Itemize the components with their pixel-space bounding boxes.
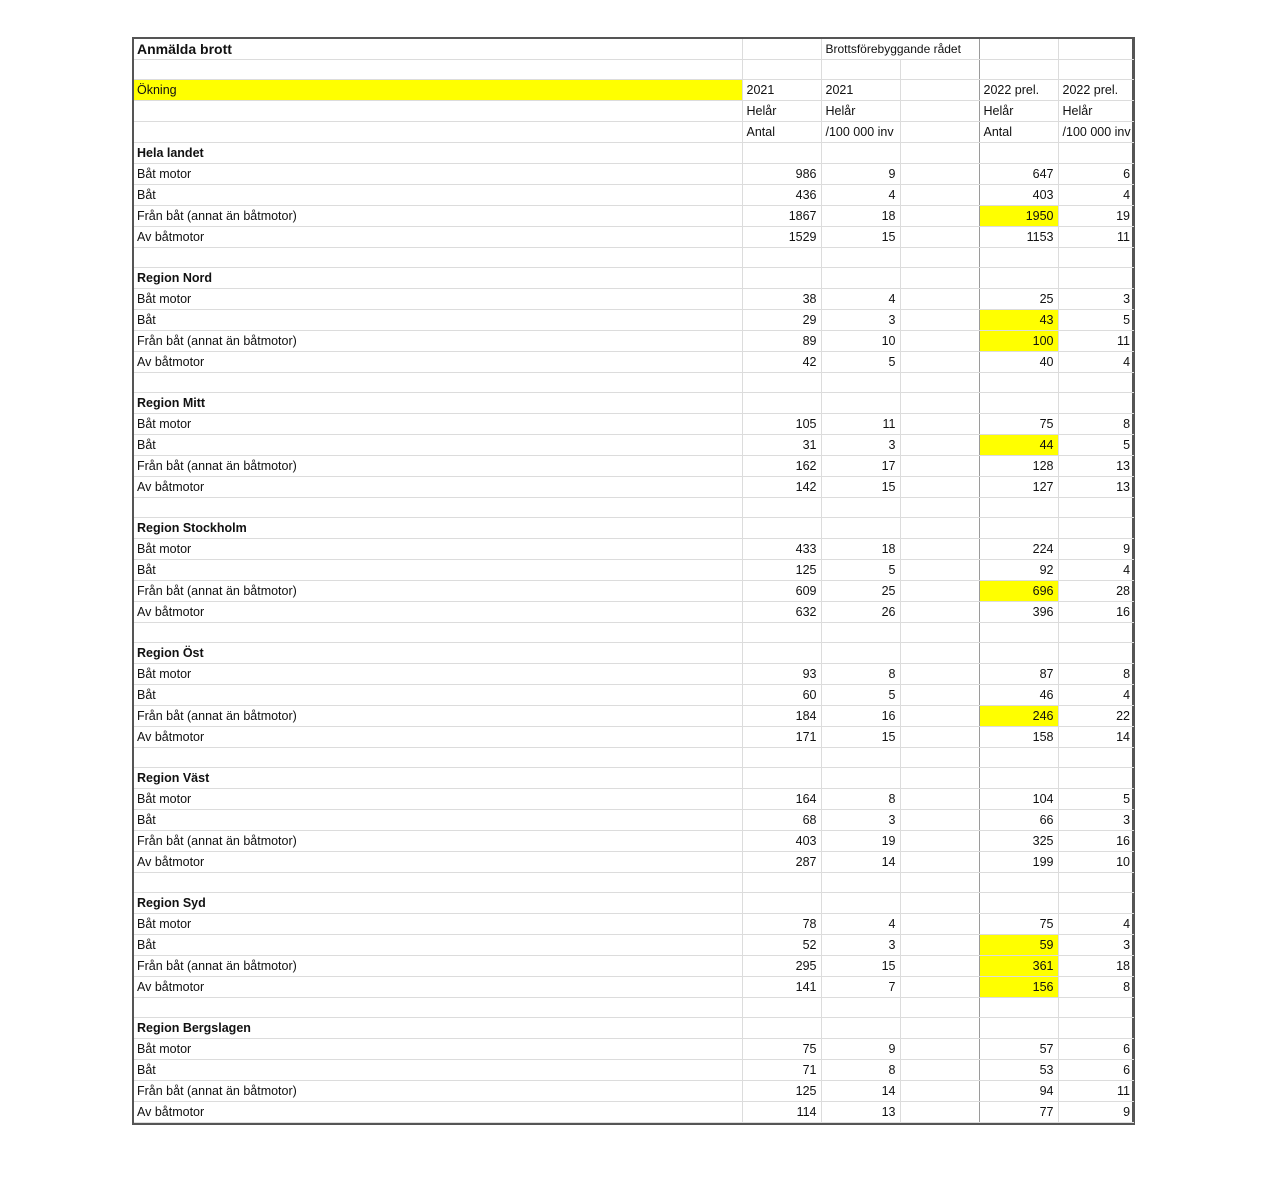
empty-cell[interactable]: [900, 289, 979, 310]
empty-cell[interactable]: [900, 706, 979, 727]
rate-2021[interactable]: 14: [821, 852, 900, 873]
crime-table: [134, 39, 1134, 1123]
sheet-title[interactable]: Anmälda brott: [134, 39, 742, 60]
table-row: [134, 685, 1134, 706]
table-row: [134, 289, 1134, 310]
rate-2022[interactable]: 8: [1058, 977, 1134, 998]
empty-row: [134, 248, 1134, 268]
rate-2022[interactable]: 8: [1058, 664, 1134, 685]
empty-row: [134, 498, 1134, 518]
rate-2022[interactable]: 4: [1058, 914, 1134, 935]
section-header-row: [134, 1018, 1134, 1039]
rate-2022[interactable]: 6: [1058, 1039, 1134, 1060]
rate-2022[interactable]: 13: [1058, 477, 1134, 498]
count-2022[interactable]: 57: [979, 1039, 1058, 1060]
section-title[interactable]: Region Stockholm: [134, 518, 742, 539]
table-row: [134, 352, 1134, 373]
col-period[interactable]: Helår: [821, 101, 900, 122]
table-row: [134, 435, 1134, 456]
rate-2022[interactable]: 4: [1058, 685, 1134, 706]
count-2022[interactable]: 40: [979, 352, 1058, 373]
count-2022[interactable]: 87: [979, 664, 1058, 685]
empty-cell[interactable]: [900, 956, 979, 977]
count-2022[interactable]: 94: [979, 1081, 1058, 1102]
row-label[interactable]: Av båtmotor: [134, 602, 742, 623]
col-unit[interactable]: [900, 122, 979, 143]
row-label[interactable]: Båt motor: [134, 914, 742, 935]
rate-2022[interactable]: 9: [1058, 539, 1134, 560]
empty-cell[interactable]: [900, 664, 979, 685]
row-label[interactable]: Båt: [134, 935, 742, 956]
section-title[interactable]: Region Väst: [134, 768, 742, 789]
empty-row: [134, 373, 1134, 393]
count-2021[interactable]: 38: [742, 289, 821, 310]
count-2022[interactable]: 246: [979, 706, 1058, 727]
empty-cell[interactable]: [900, 977, 979, 998]
count-2022[interactable]: 100: [979, 331, 1058, 352]
spreadsheet: [132, 37, 1135, 1125]
rate-2022[interactable]: 18: [1058, 956, 1134, 977]
row-label[interactable]: Båt: [134, 435, 742, 456]
row-label[interactable]: Från båt (annat än båtmotor): [134, 956, 742, 977]
col-unit[interactable]: Antal: [979, 122, 1058, 143]
row-label[interactable]: Från båt (annat än båtmotor): [134, 581, 742, 602]
rate-2021[interactable]: 10: [821, 331, 900, 352]
count-2021[interactable]: 29: [742, 310, 821, 331]
empty-cell[interactable]: [900, 206, 979, 227]
count-2021[interactable]: 125: [742, 560, 821, 581]
rate-2021[interactable]: 25: [821, 581, 900, 602]
section-header-row: [134, 268, 1134, 289]
count-2021[interactable]: 114: [742, 1102, 821, 1123]
count-2022[interactable]: 104: [979, 789, 1058, 810]
organization-name[interactable]: Brottsförebyggande rådet: [821, 39, 979, 60]
empty-cell[interactable]: [900, 185, 979, 206]
table-row: [134, 664, 1134, 685]
empty-cell[interactable]: [900, 810, 979, 831]
table-row: [134, 914, 1134, 935]
rate-2021[interactable]: 8: [821, 789, 900, 810]
count-2021[interactable]: 609: [742, 581, 821, 602]
section-header-row: [134, 518, 1134, 539]
empty-row: [134, 873, 1134, 893]
table-row: [134, 956, 1134, 977]
section-title[interactable]: Region Öst: [134, 643, 742, 664]
empty-cell[interactable]: [900, 352, 979, 373]
count-2021[interactable]: 105: [742, 414, 821, 435]
count-2022[interactable]: 403: [979, 185, 1058, 206]
count-2022[interactable]: 44: [979, 435, 1058, 456]
section-title[interactable]: Region Syd: [134, 893, 742, 914]
rate-2021[interactable]: 3: [821, 810, 900, 831]
rate-2021[interactable]: 4: [821, 289, 900, 310]
rate-2022[interactable]: 4: [1058, 185, 1134, 206]
section-title[interactable]: Region Nord: [134, 268, 742, 289]
section-header-row: [134, 893, 1134, 914]
section-title[interactable]: Hela landet: [134, 143, 742, 164]
rate-2022[interactable]: 28: [1058, 581, 1134, 602]
table-row: [134, 310, 1134, 331]
rate-2021[interactable]: 13: [821, 1102, 900, 1123]
row-label[interactable]: Båt motor: [134, 664, 742, 685]
header-year-row: [134, 80, 1134, 101]
rate-2022[interactable]: 3: [1058, 810, 1134, 831]
empty-cell[interactable]: [900, 539, 979, 560]
empty-cell[interactable]: [900, 477, 979, 498]
row-label[interactable]: Båt motor: [134, 414, 742, 435]
count-2021[interactable]: 142: [742, 477, 821, 498]
count-2022[interactable]: 696: [979, 581, 1058, 602]
table-row: [134, 727, 1134, 748]
rate-2021[interactable]: 9: [821, 164, 900, 185]
count-2021[interactable]: 632: [742, 602, 821, 623]
count-2021[interactable]: 436: [742, 185, 821, 206]
empty-cell[interactable]: [900, 331, 979, 352]
rate-2021[interactable]: 5: [821, 560, 900, 581]
rate-2022[interactable]: 6: [1058, 1060, 1134, 1081]
rate-2021[interactable]: 4: [821, 185, 900, 206]
count-2022[interactable]: 25: [979, 289, 1058, 310]
count-2022[interactable]: 43: [979, 310, 1058, 331]
empty-cell[interactable]: [900, 1081, 979, 1102]
rate-2021[interactable]: 16: [821, 706, 900, 727]
count-2021[interactable]: 295: [742, 956, 821, 977]
empty-row: [134, 60, 1134, 80]
rate-2022[interactable]: 5: [1058, 310, 1134, 331]
row-label[interactable]: Från båt (annat än båtmotor): [134, 331, 742, 352]
rate-2021[interactable]: 17: [821, 456, 900, 477]
table-row: [134, 477, 1134, 498]
row-label[interactable]: Av båtmotor: [134, 352, 742, 373]
count-2021[interactable]: 1867: [742, 206, 821, 227]
count-2021[interactable]: 162: [742, 456, 821, 477]
table-row: [134, 810, 1134, 831]
table-row: [134, 852, 1134, 873]
count-2021[interactable]: 403: [742, 831, 821, 852]
count-2022[interactable]: 325: [979, 831, 1058, 852]
table-row: [134, 331, 1134, 352]
rate-2021[interactable]: 8: [821, 1060, 900, 1081]
count-2021[interactable]: 986: [742, 164, 821, 185]
count-2021[interactable]: 78: [742, 914, 821, 935]
rate-2021[interactable]: 15: [821, 227, 900, 248]
count-2022[interactable]: 128: [979, 456, 1058, 477]
rate-2021[interactable]: 15: [821, 727, 900, 748]
col-unit[interactable]: Antal: [742, 122, 821, 143]
table-row: [134, 1081, 1134, 1102]
count-2022[interactable]: 53: [979, 1060, 1058, 1081]
count-2022[interactable]: 1153: [979, 227, 1058, 248]
table-row: [134, 789, 1134, 810]
empty-cell[interactable]: [900, 789, 979, 810]
rate-2022[interactable]: 8: [1058, 414, 1134, 435]
count-2021[interactable]: 71: [742, 1060, 821, 1081]
table-row: [134, 164, 1134, 185]
empty-cell[interactable]: [900, 852, 979, 873]
section-header-row: [134, 768, 1134, 789]
rate-2021[interactable]: 3: [821, 935, 900, 956]
empty-cell[interactable]: [900, 456, 979, 477]
empty-cell[interactable]: [900, 727, 979, 748]
rate-2021[interactable]: 3: [821, 435, 900, 456]
rate-2021[interactable]: 11: [821, 414, 900, 435]
section-title[interactable]: Region Mitt: [134, 393, 742, 414]
count-2021[interactable]: 52: [742, 935, 821, 956]
count-2022[interactable]: 224: [979, 539, 1058, 560]
rate-2022[interactable]: 11: [1058, 331, 1134, 352]
count-2021[interactable]: 141: [742, 977, 821, 998]
count-2022[interactable]: 77: [979, 1102, 1058, 1123]
row-label[interactable]: Av båtmotor: [134, 727, 742, 748]
empty-cell[interactable]: [900, 227, 979, 248]
rate-2021[interactable]: 18: [821, 206, 900, 227]
rate-2021[interactable]: 18: [821, 539, 900, 560]
section-header-row: [134, 393, 1134, 414]
row-label[interactable]: Båt: [134, 185, 742, 206]
table-row: [134, 1039, 1134, 1060]
rate-2022[interactable]: 14: [1058, 727, 1134, 748]
count-2022[interactable]: 396: [979, 602, 1058, 623]
count-2021[interactable]: 60: [742, 685, 821, 706]
count-2021[interactable]: 287: [742, 852, 821, 873]
count-2021[interactable]: 433: [742, 539, 821, 560]
count-2021[interactable]: 1529: [742, 227, 821, 248]
table-row: [134, 539, 1134, 560]
row-label[interactable]: Båt: [134, 560, 742, 581]
count-2022[interactable]: 92: [979, 560, 1058, 581]
count-2022[interactable]: 1950: [979, 206, 1058, 227]
rate-2022[interactable]: 4: [1058, 352, 1134, 373]
rate-2022[interactable]: 3: [1058, 289, 1134, 310]
table-row: [134, 935, 1134, 956]
col-period[interactable]: Helår: [1058, 101, 1134, 122]
rate-2021[interactable]: 5: [821, 352, 900, 373]
col-period[interactable]: [900, 101, 979, 122]
table-row: [134, 831, 1134, 852]
count-2021[interactable]: 68: [742, 810, 821, 831]
rate-2021[interactable]: 8: [821, 664, 900, 685]
rate-2022[interactable]: 16: [1058, 602, 1134, 623]
row-label[interactable]: Från båt (annat än båtmotor): [134, 206, 742, 227]
count-2021[interactable]: 93: [742, 664, 821, 685]
count-2022[interactable]: 59: [979, 935, 1058, 956]
col-unit[interactable]: /100 000 inv: [821, 122, 900, 143]
rate-2021[interactable]: 5: [821, 685, 900, 706]
row-label[interactable]: Av båtmotor: [134, 852, 742, 873]
row-label[interactable]: Från båt (annat än båtmotor): [134, 706, 742, 727]
count-2021[interactable]: 42: [742, 352, 821, 373]
rate-2022[interactable]: 5: [1058, 435, 1134, 456]
count-2022[interactable]: 361: [979, 956, 1058, 977]
section-title[interactable]: Region Bergslagen: [134, 1018, 742, 1039]
count-2021[interactable]: 75: [742, 1039, 821, 1060]
col-year[interactable]: 2022 prel.: [1058, 80, 1134, 101]
rate-2022[interactable]: 22: [1058, 706, 1134, 727]
header-unit-row: [134, 122, 1134, 143]
row-label[interactable]: Båt: [134, 810, 742, 831]
col-period[interactable]: Helår: [979, 101, 1058, 122]
rate-2022[interactable]: 5: [1058, 789, 1134, 810]
table-row: [134, 414, 1134, 435]
count-2021[interactable]: 184: [742, 706, 821, 727]
count-2021[interactable]: 89: [742, 331, 821, 352]
rate-2022[interactable]: 11: [1058, 1081, 1134, 1102]
count-2022[interactable]: 66: [979, 810, 1058, 831]
okning-label[interactable]: Ökning: [134, 80, 742, 101]
table-row: [134, 706, 1134, 727]
rate-2022[interactable]: 9: [1058, 1102, 1134, 1123]
empty-cell[interactable]: [900, 164, 979, 185]
row-label[interactable]: Av båtmotor: [134, 227, 742, 248]
empty-cell[interactable]: [900, 685, 979, 706]
empty-cell[interactable]: [900, 560, 979, 581]
table-row: [134, 1060, 1134, 1081]
row-label[interactable]: Båt motor: [134, 289, 742, 310]
rate-2021[interactable]: 4: [821, 914, 900, 935]
table-row: [134, 977, 1134, 998]
rate-2021[interactable]: 7: [821, 977, 900, 998]
empty-cell[interactable]: [900, 1039, 979, 1060]
rate-2022[interactable]: 19: [1058, 206, 1134, 227]
table-row: [134, 206, 1134, 227]
row-label[interactable]: Båt motor: [134, 164, 742, 185]
table-row: [134, 1102, 1134, 1123]
row-label[interactable]: Båt motor: [134, 789, 742, 810]
row-label[interactable]: Båt motor: [134, 539, 742, 560]
row-label[interactable]: Båt: [134, 685, 742, 706]
empty-cell[interactable]: [900, 831, 979, 852]
row-label[interactable]: Från båt (annat än båtmotor): [134, 1081, 742, 1102]
col-unit[interactable]: /100 000 inv: [1058, 122, 1134, 143]
col-period[interactable]: Helår: [742, 101, 821, 122]
row-label[interactable]: Av båtmotor: [134, 977, 742, 998]
empty-cell[interactable]: [900, 310, 979, 331]
empty-row: [134, 748, 1134, 768]
row-label[interactable]: Från båt (annat än båtmotor): [134, 456, 742, 477]
rate-2022[interactable]: 16: [1058, 831, 1134, 852]
table-row: [134, 456, 1134, 477]
rate-2022[interactable]: 3: [1058, 935, 1134, 956]
empty-row: [134, 998, 1134, 1018]
rate-2021[interactable]: 15: [821, 477, 900, 498]
section-header-row: [134, 643, 1134, 664]
row-label[interactable]: Från båt (annat än båtmotor): [134, 831, 742, 852]
col-year[interactable]: 2021: [742, 80, 821, 101]
empty-cell[interactable]: [900, 602, 979, 623]
count-2022[interactable]: 127: [979, 477, 1058, 498]
row-label[interactable]: Båt: [134, 1060, 742, 1081]
empty-cell[interactable]: [900, 1060, 979, 1081]
table-row: [134, 185, 1134, 206]
table-row: [134, 560, 1134, 581]
row-label[interactable]: Av båtmotor: [134, 477, 742, 498]
count-2021[interactable]: 171: [742, 727, 821, 748]
empty-cell[interactable]: [900, 581, 979, 602]
count-2022[interactable]: 199: [979, 852, 1058, 873]
col-year[interactable]: 2022 prel.: [979, 80, 1058, 101]
rate-2021[interactable]: 15: [821, 956, 900, 977]
rate-2022[interactable]: 13: [1058, 456, 1134, 477]
row-label[interactable]: Båt motor: [134, 1039, 742, 1060]
count-2022[interactable]: 75: [979, 914, 1058, 935]
empty-cell[interactable]: [900, 435, 979, 456]
table-row: [134, 227, 1134, 248]
count-2022[interactable]: 647: [979, 164, 1058, 185]
rate-2022[interactable]: 10: [1058, 852, 1134, 873]
empty-cell[interactable]: [900, 914, 979, 935]
count-2021[interactable]: 125: [742, 1081, 821, 1102]
empty-row: [134, 623, 1134, 643]
rate-2022[interactable]: 4: [1058, 560, 1134, 581]
rate-2022[interactable]: 11: [1058, 227, 1134, 248]
title-row: [134, 39, 1134, 60]
count-2021[interactable]: 31: [742, 435, 821, 456]
row-label[interactable]: Av båtmotor: [134, 1102, 742, 1123]
rate-2022[interactable]: 6: [1058, 164, 1134, 185]
count-2022[interactable]: 46: [979, 685, 1058, 706]
rate-2021[interactable]: 9: [821, 1039, 900, 1060]
count-2022[interactable]: 75: [979, 414, 1058, 435]
count-2022[interactable]: 158: [979, 727, 1058, 748]
count-2021[interactable]: 164: [742, 789, 821, 810]
header-period-row: [134, 101, 1134, 122]
table-row: [134, 602, 1134, 623]
table-row: [134, 581, 1134, 602]
rate-2021[interactable]: 14: [821, 1081, 900, 1102]
col-year[interactable]: 2021: [821, 80, 900, 101]
section-header-row: [134, 143, 1134, 164]
col-year[interactable]: [900, 80, 979, 101]
empty-cell[interactable]: [900, 414, 979, 435]
count-2022[interactable]: 156: [979, 977, 1058, 998]
rate-2021[interactable]: 26: [821, 602, 900, 623]
rate-2021[interactable]: 3: [821, 310, 900, 331]
empty-cell[interactable]: [900, 935, 979, 956]
empty-cell[interactable]: [900, 1102, 979, 1123]
rate-2021[interactable]: 19: [821, 831, 900, 852]
row-label[interactable]: Båt: [134, 310, 742, 331]
